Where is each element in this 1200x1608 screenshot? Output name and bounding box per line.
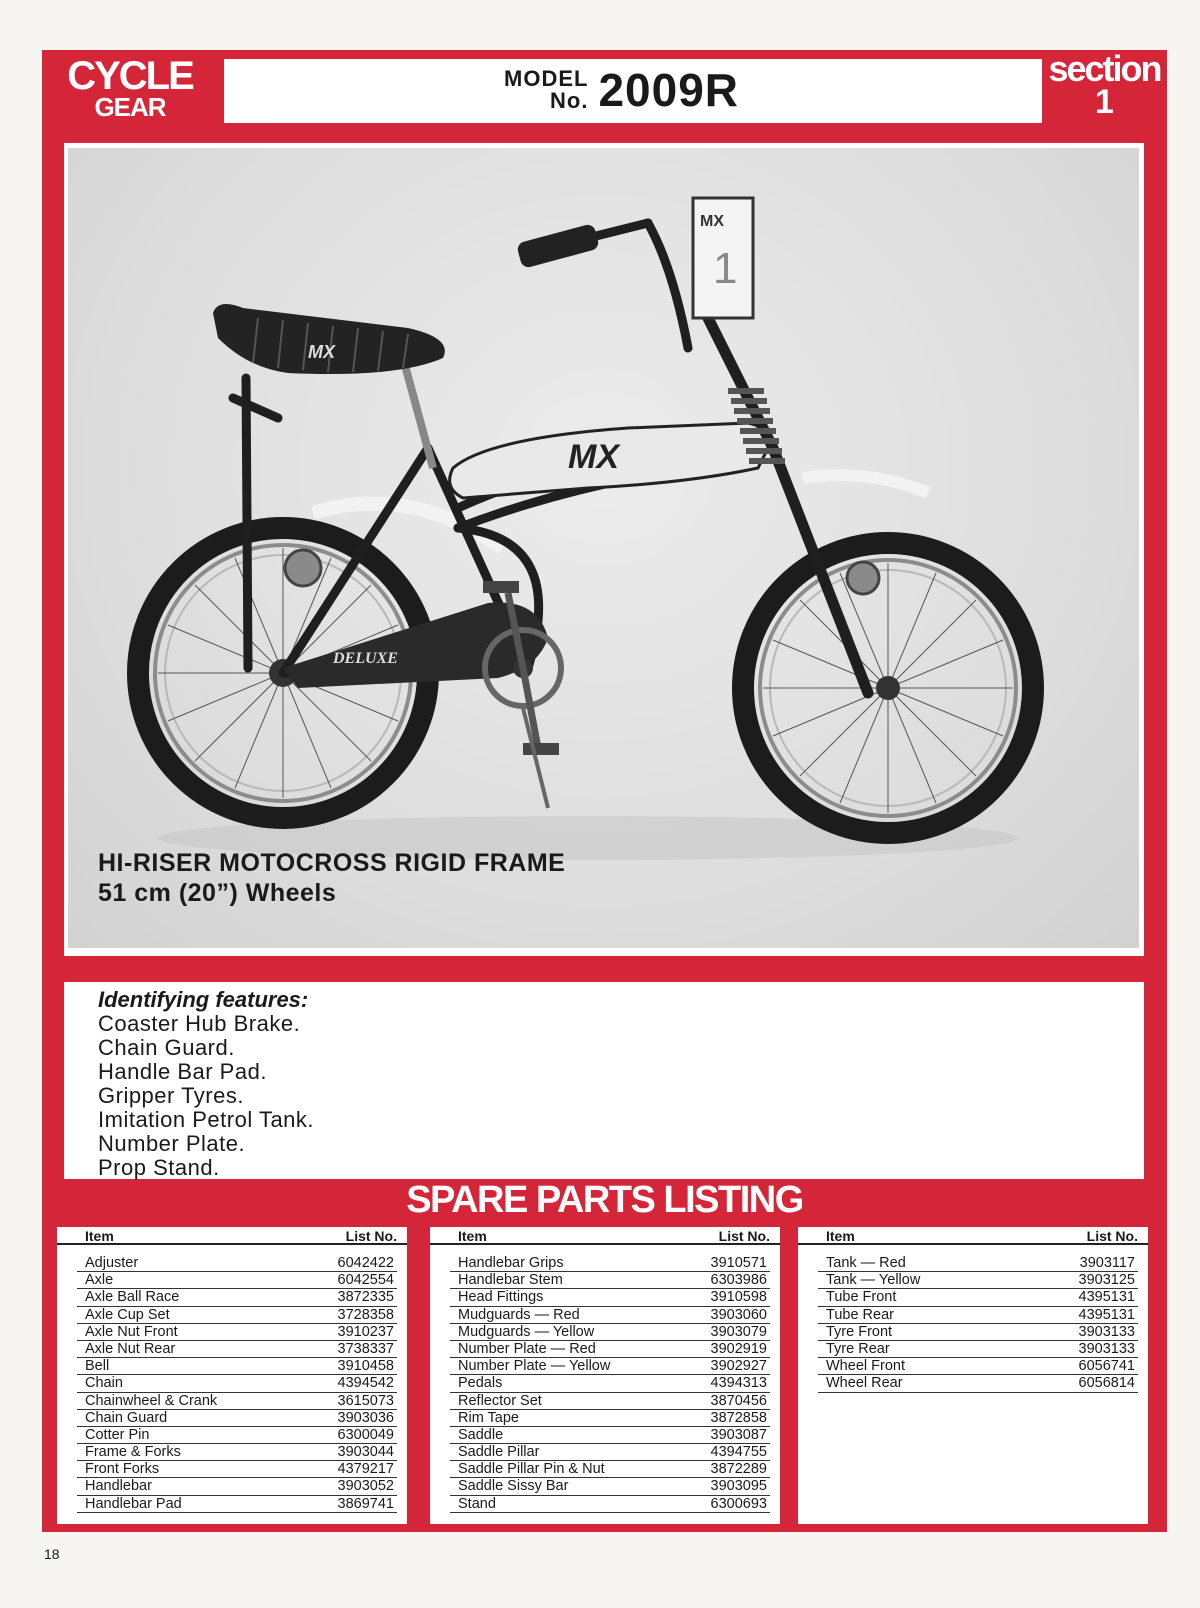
part-list-number: 3728358 xyxy=(337,1306,394,1323)
parts-row xyxy=(77,1375,397,1392)
parts-row xyxy=(450,1478,770,1495)
handlebar xyxy=(588,223,688,348)
parts-row xyxy=(450,1393,770,1410)
model-label-line1: MODEL xyxy=(504,66,589,91)
part-name: Wheel Rear xyxy=(826,1375,903,1392)
photo-panel xyxy=(64,143,1144,956)
part-name: Bell xyxy=(85,1358,110,1375)
spare-parts-title: SPARE PARTS LISTING xyxy=(406,1179,803,1221)
parts-row xyxy=(77,1255,397,1272)
feature-item: Coaster Hub Brake. xyxy=(98,1011,301,1036)
parts-column-header xyxy=(57,1227,407,1245)
brand-line1: CYCLE xyxy=(67,54,193,98)
features-list xyxy=(98,988,314,1180)
parts-row xyxy=(818,1289,1138,1306)
bicycle-photo xyxy=(68,148,1139,948)
parts-row xyxy=(77,1272,397,1289)
part-list-number: 3902919 xyxy=(710,1340,767,1357)
part-name: Rim Tape xyxy=(458,1409,519,1426)
parts-row xyxy=(77,1496,397,1513)
part-list-number: 6300693 xyxy=(710,1495,767,1512)
part-name: Saddle Pillar xyxy=(458,1444,540,1461)
model-heading xyxy=(504,63,739,117)
parts-row xyxy=(450,1255,770,1272)
part-name: Mudguards — Red xyxy=(458,1306,580,1323)
parts-rows xyxy=(818,1255,1138,1393)
parts-column-header xyxy=(430,1227,780,1245)
parts-row xyxy=(450,1375,770,1392)
bicycle-illustration xyxy=(68,148,1139,948)
part-list-number: 3910458 xyxy=(337,1358,394,1375)
parts-row xyxy=(818,1255,1138,1272)
feature-item: Number Plate. xyxy=(98,1131,246,1156)
parts-row xyxy=(77,1427,397,1444)
parts-column-1 xyxy=(57,1227,407,1524)
part-list-number: 3872335 xyxy=(337,1289,394,1306)
part-list-number: 6303986 xyxy=(710,1272,767,1289)
parts-column-header xyxy=(798,1227,1148,1245)
part-name: Saddle Sissy Bar xyxy=(458,1478,569,1495)
page-number: 18 xyxy=(44,1546,60,1562)
parts-row xyxy=(77,1444,397,1461)
parts-row xyxy=(77,1461,397,1478)
parts-row xyxy=(77,1478,397,1495)
parts-row xyxy=(450,1341,770,1358)
part-name: Axle xyxy=(85,1272,114,1289)
seat-logo: MX xyxy=(308,342,335,362)
parts-row xyxy=(450,1427,770,1444)
section-label xyxy=(1047,48,1162,128)
brand-logo xyxy=(50,56,210,126)
part-list-number: 6056814 xyxy=(1078,1375,1135,1392)
number-plate xyxy=(693,198,753,318)
parts-row xyxy=(77,1307,397,1324)
parts-row xyxy=(77,1341,397,1358)
part-name: Adjuster xyxy=(85,1255,139,1271)
part-list-number: 3903060 xyxy=(710,1306,767,1323)
petrol-tank xyxy=(450,423,769,498)
parts-row xyxy=(818,1324,1138,1341)
parts-row xyxy=(818,1341,1138,1358)
part-list-number: 3738337 xyxy=(337,1340,394,1357)
parts-row xyxy=(77,1393,397,1410)
part-name: Tube Front xyxy=(826,1289,897,1306)
section-number: 1 xyxy=(1095,83,1114,122)
part-name: Tyre Front xyxy=(826,1323,893,1340)
part-name: Pedals xyxy=(458,1375,503,1392)
part-name: Cotter Pin xyxy=(85,1426,150,1443)
tank-logo: MX xyxy=(568,438,619,476)
part-list-number: 3903052 xyxy=(337,1478,394,1495)
parts-row xyxy=(450,1461,770,1478)
part-name: Number Plate — Red xyxy=(458,1340,596,1357)
parts-row xyxy=(77,1358,397,1375)
photo-caption xyxy=(98,848,565,908)
parts-row xyxy=(450,1358,770,1375)
list-no-header: List No. xyxy=(718,1228,770,1244)
model-label-line2: No. xyxy=(550,88,589,113)
part-name: Reflector Set xyxy=(458,1392,542,1409)
parts-row xyxy=(77,1324,397,1341)
parts-row xyxy=(818,1272,1138,1289)
part-name: Saddle Pillar Pin & Nut xyxy=(458,1461,605,1478)
header xyxy=(42,50,1167,132)
front-wheel xyxy=(743,543,1033,833)
catalog-frame xyxy=(42,50,1167,1532)
part-name: Stand xyxy=(458,1495,496,1512)
part-list-number: 6042554 xyxy=(337,1272,394,1289)
part-name: Head Fittings xyxy=(458,1289,544,1306)
part-name: Axle Nut Rear xyxy=(85,1340,176,1357)
feature-item: Imitation Petrol Tank. xyxy=(98,1107,315,1132)
part-list-number: 3903087 xyxy=(710,1426,767,1443)
part-name: Handlebar Stem xyxy=(458,1272,563,1289)
part-list-number: 4394313 xyxy=(710,1375,767,1392)
model-label xyxy=(504,68,588,112)
model-box xyxy=(224,59,1042,123)
part-name: Handlebar xyxy=(85,1478,152,1495)
parts-row xyxy=(450,1307,770,1324)
parts-row xyxy=(450,1444,770,1461)
part-name: Handlebar Pad xyxy=(85,1495,182,1512)
caption-line1: HI-RISER MOTOCROSS RIGID FRAME xyxy=(98,849,566,877)
item-header: Item xyxy=(458,1228,487,1244)
feature-item: Prop Stand. xyxy=(98,1155,220,1180)
part-name: Number Plate — Yellow xyxy=(458,1358,611,1375)
parts-row xyxy=(450,1410,770,1427)
part-name: Chain xyxy=(85,1375,123,1392)
svg-text:1: 1 xyxy=(713,244,738,293)
parts-row xyxy=(77,1289,397,1306)
parts-rows xyxy=(450,1255,770,1513)
parts-rows xyxy=(77,1255,397,1513)
feature-item: Gripper Tyres. xyxy=(98,1083,244,1108)
part-list-number: 4394542 xyxy=(337,1375,394,1392)
part-list-number: 3615073 xyxy=(337,1392,394,1409)
feature-item: Chain Guard. xyxy=(98,1035,235,1060)
part-name: Axle Nut Front xyxy=(85,1323,178,1340)
part-name: Mudguards — Yellow xyxy=(458,1323,595,1340)
part-name: Axle Cup Set xyxy=(85,1306,170,1323)
parts-row xyxy=(818,1307,1138,1324)
parts-row xyxy=(818,1375,1138,1392)
part-name: Tank — Red xyxy=(826,1255,906,1271)
part-list-number: 3910598 xyxy=(710,1289,767,1306)
item-header: Item xyxy=(85,1228,114,1244)
features-title: Identifying features: xyxy=(98,987,309,1012)
part-name: Wheel Front xyxy=(826,1358,905,1375)
parts-column-2 xyxy=(430,1227,780,1524)
handlebar-grip xyxy=(516,223,600,269)
parts-row xyxy=(77,1410,397,1427)
parts-row xyxy=(450,1289,770,1306)
part-list-number: 3872858 xyxy=(710,1409,767,1426)
part-list-number: 3910237 xyxy=(337,1323,394,1340)
part-name: Handlebar Grips xyxy=(458,1255,564,1271)
part-list-number: 3903133 xyxy=(1078,1323,1135,1340)
part-name: Frame & Forks xyxy=(85,1444,181,1461)
part-name: Tank — Yellow xyxy=(826,1272,921,1289)
part-list-number: 3869741 xyxy=(337,1495,394,1512)
part-name: Chain Guard xyxy=(85,1409,168,1426)
part-list-number: 3910571 xyxy=(710,1255,767,1271)
list-no-header: List No. xyxy=(1086,1228,1138,1244)
part-name: Front Forks xyxy=(85,1461,160,1478)
part-list-number: 3903117 xyxy=(1079,1255,1135,1271)
part-list-number: 3903044 xyxy=(337,1444,394,1461)
part-list-number: 6056741 xyxy=(1078,1358,1135,1375)
parts-row xyxy=(450,1496,770,1513)
part-list-number: 6300049 xyxy=(337,1426,394,1443)
part-list-number: 3870456 xyxy=(710,1392,767,1409)
item-header: Item xyxy=(826,1228,855,1244)
saddle xyxy=(213,304,445,374)
part-list-number: 4394755 xyxy=(710,1444,767,1461)
part-name: Saddle xyxy=(458,1426,504,1443)
feature-item: Handle Bar Pad. xyxy=(98,1059,267,1084)
section-word: section xyxy=(1048,48,1161,89)
part-list-number: 4395131 xyxy=(1078,1289,1135,1306)
part-list-number: 3903133 xyxy=(1078,1340,1135,1357)
part-name: Axle Ball Race xyxy=(85,1289,180,1306)
caption-line2: 51 cm (20”) Wheels xyxy=(98,879,337,907)
part-name: Chainwheel & Crank xyxy=(85,1392,218,1409)
parts-row xyxy=(818,1358,1138,1375)
svg-text:MX: MX xyxy=(700,213,724,230)
part-list-number: 3903036 xyxy=(337,1409,394,1426)
model-number: 2009R xyxy=(598,64,740,116)
part-list-number: 3903079 xyxy=(710,1323,767,1340)
part-list-number: 3903125 xyxy=(1078,1272,1135,1289)
part-list-number: 3902927 xyxy=(710,1358,767,1375)
list-no-header: List No. xyxy=(345,1228,397,1244)
chainguard-logo: DELUXE xyxy=(333,650,398,667)
parts-column-3 xyxy=(798,1227,1148,1524)
part-list-number: 3903095 xyxy=(710,1478,767,1495)
part-list-number: 4395131 xyxy=(1078,1306,1135,1323)
part-list-number: 6042422 xyxy=(337,1255,394,1271)
part-list-number: 4379217 xyxy=(337,1461,394,1478)
part-name: Tyre Rear xyxy=(826,1340,890,1357)
brand-line2: GEAR xyxy=(94,92,166,122)
parts-row xyxy=(450,1324,770,1341)
features-panel xyxy=(64,982,1144,1179)
part-name: Tube Rear xyxy=(826,1306,894,1323)
parts-row xyxy=(450,1272,770,1289)
part-list-number: 3872289 xyxy=(710,1461,767,1478)
